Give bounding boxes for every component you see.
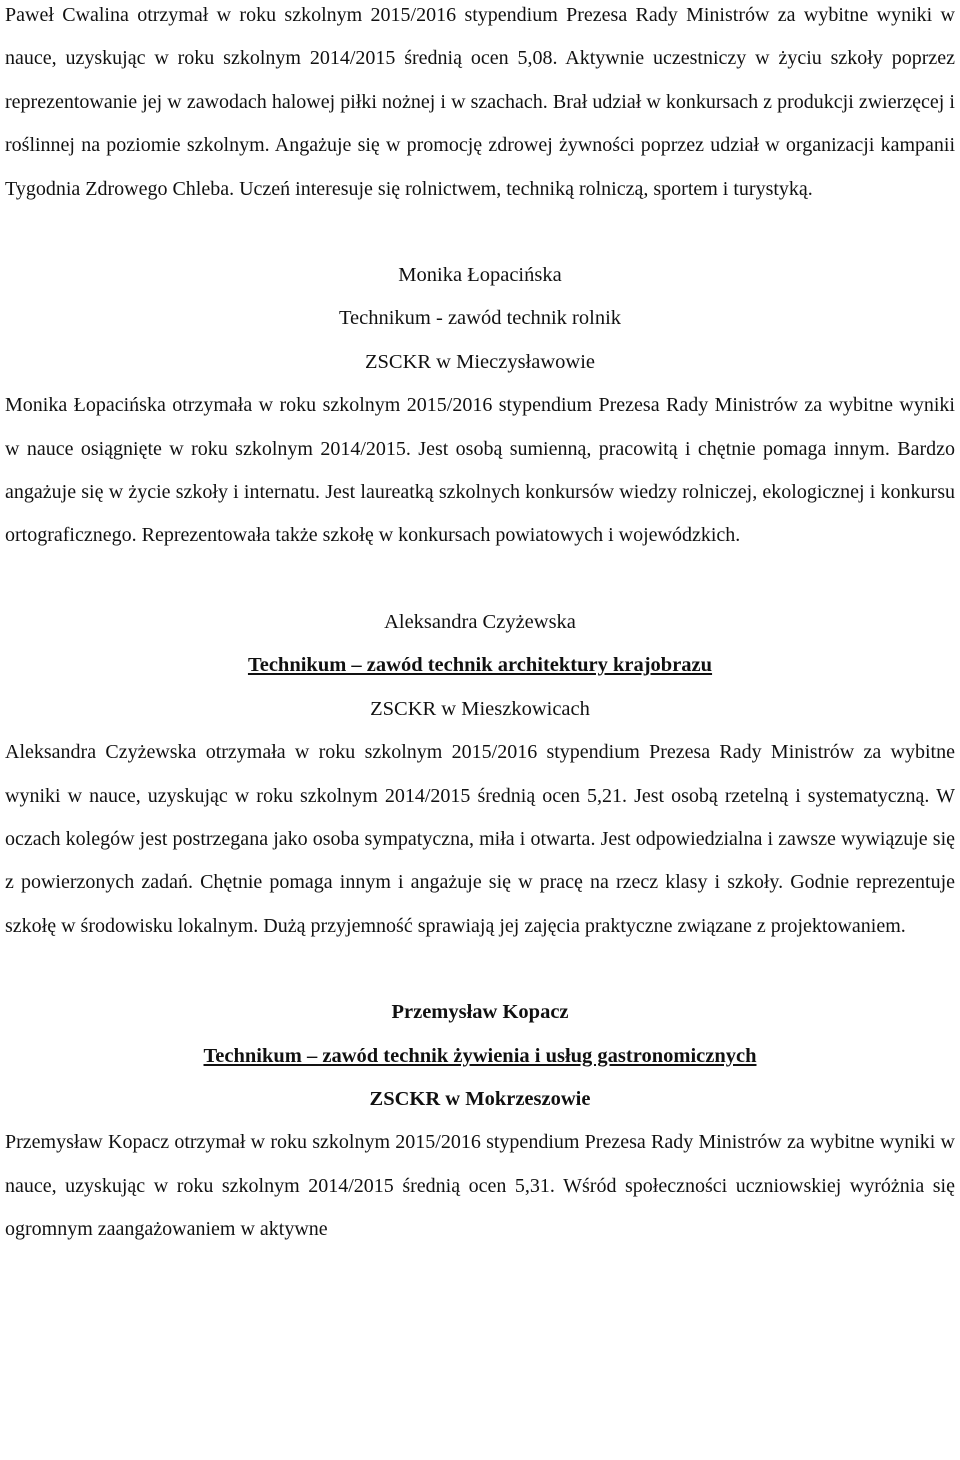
scholar-section-kopacz xyxy=(5,991,955,1251)
intro-paragraph: Paweł Cwalina otrzymał w roku szkolnym 2015/2016 stypendium Prezesa Rady Ministrów za wybitne wyniki w nauce, uzyskując w roku szkolnym 2014/2015 średnią ocen 5,08. Aktywnie uczestniczy w życiu szkoły poprzez reprezentowanie jej w zawodach halowej piłki nożnej i w szachach. Brał udział w konkursach z produkcji zwierzęcej i roślinnej na poziomie szkolnym. Angażuje się w promocję zdrowej żywności poprzez udział w organizacji kampanii Tygodnia Zdrowego Chleba. Uczeń interesuje się rolnictwem, techniką rolniczą, sportem i turystyką. xyxy=(5,4,955,200)
scholar-name: Przemysław Kopacz xyxy=(391,1001,569,1024)
scholar-description: Aleksandra Czyżewska otrzymała w roku szkolnym 2015/2016 stypendium Prezesa Rady Ministrów za wybitne wyniki w nauce, uzyskując w roku szkolnym 2014/2015 średnią ocen 5,21. Jest osobą rzetelną i systematyczną. W oczach kolegów jest postrzegana jako osoba sympatyczna, miła i otwarta. Jest odpowiedzialna i zawsze wywiązuje się z powierzonych zadań. Chętnie pomaga innym i angażuje się w pracę na rzecz klasy i szkoły. Godnie reprezentuje szkołę w środowisku lokalnym. Dużą przyjemność sprawiają jej zajęcia praktyczne związane z projektowaniem. xyxy=(5,741,955,937)
scholar-description: Przemysław Kopacz otrzymał w roku szkolnym 2015/2016 stypendium Prezesa Rady Ministrów za wybitne wyniki w nauce, uzyskując w roku szkolnym 2014/2015 średnią ocen 5,31. Wśród społeczności uczniowskiej wyróżnia się ogromnym zaangażowaniem w aktywne xyxy=(5,1131,955,1241)
scholar-description: Monika Łopacińska otrzymała w roku szkolnym 2015/2016 stypendium Prezesa Rady Ministrów za wybitne wyniki w nauce osiągnięte w roku szkolnym 2014/2015. Jest osobą sumienną, pracowitą i chętnie pomaga innym. Bardzo angażuje się w życie szkoły i internatu. Jest laureatką szkolnych konkursów wiedzy rolniczej, ekologicznej i konkursu ortograficznego. Reprezentowała także szkołę w konkursach powiatowych i wojewódzkich. xyxy=(5,394,955,547)
scholar-name: Monika Łopacińska xyxy=(398,264,562,287)
scholar-section-lopacinska xyxy=(5,254,955,558)
school-name: ZSCKR w Mieczysławowie xyxy=(364,350,596,373)
scholar-name: Aleksandra Czyżewska xyxy=(384,610,576,633)
school-type: Technikum – zawód technik żywienia i usług gastronomicznych xyxy=(203,1044,757,1067)
document-page xyxy=(5,0,955,1252)
school-name: ZSCKR w Mieszkowicach xyxy=(370,697,590,720)
school-type: Technikum – zawód technik architektury krajobrazu xyxy=(247,654,713,677)
school-type: Technikum - zawód technik rolnik xyxy=(338,307,622,330)
scholar-section-czyzewska xyxy=(5,601,955,948)
school-name: ZSCKR w Mokrzeszowie xyxy=(369,1087,591,1110)
